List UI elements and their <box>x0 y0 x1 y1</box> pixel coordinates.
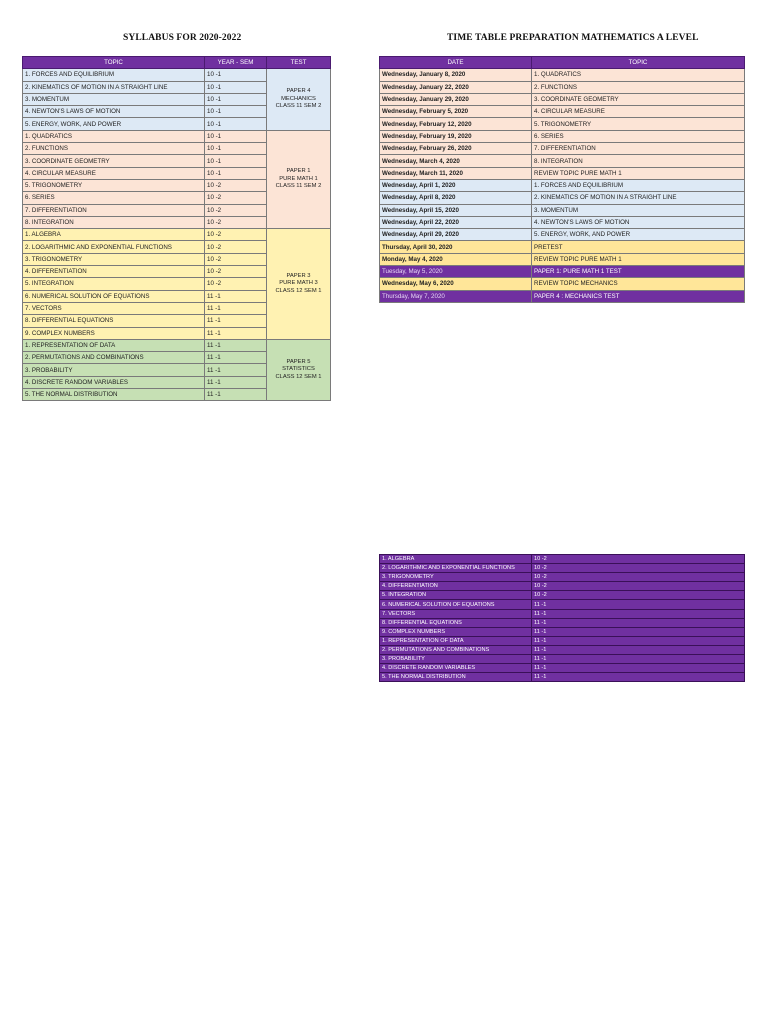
syllabus-test-cell <box>267 69 331 130</box>
topic-list-row <box>380 609 745 618</box>
syllabus-year-sem: 10 -1 <box>205 167 267 179</box>
syllabus-header-row <box>23 57 331 69</box>
topic-list-year-sem: 10 -2 <box>532 564 745 573</box>
topic-list-year-sem: 11 -1 <box>532 664 745 673</box>
timetable-date: Wednesday, April 29, 2020 <box>380 229 532 241</box>
syllabus-topic: 3. MOMENTUM <box>23 93 205 105</box>
timetable-row <box>380 143 745 155</box>
topic-list-topic: 3. TRIGONOMETRY <box>380 573 532 582</box>
test-label-line: PAPER 3 <box>286 272 311 279</box>
topic-list-year-sem: 10 -2 <box>532 591 745 600</box>
timetable-topic: 1. FORCES AND EQUILIBRIUM <box>532 179 745 191</box>
test-label-line: MECHANICS <box>281 95 316 102</box>
timetable-topic: 7. DIFFERENTIATION <box>532 143 745 155</box>
topic-list-row <box>380 600 745 609</box>
topic-list-row <box>380 591 745 600</box>
timetable-row <box>380 253 745 265</box>
timetable-topic: 3. MOMENTUM <box>532 204 745 216</box>
timetable-date: Wednesday, April 15, 2020 <box>380 204 532 216</box>
topic-list-topic: 5. THE NORMAL DISTRIBUTION <box>380 673 532 682</box>
topic-list-topic: 2. LOGARITHMIC AND EXPONENTIAL FUNCTIONS <box>380 564 532 573</box>
topic-list-row <box>380 618 745 627</box>
timetable-topic: PAPER 4 : MECHANICS TEST <box>532 290 745 302</box>
topic-list-topic: 2. PERMUTATIONS AND COMBINATIONS <box>380 645 532 654</box>
timetable-topic: 6. SERIES <box>532 130 745 142</box>
syllabus-year-sem: 10 -1 <box>205 130 267 142</box>
syllabus-topic: 8. DIFFERENTIAL EQUATIONS <box>23 315 205 327</box>
timetable-date: Monday, May 4, 2020 <box>380 253 532 265</box>
timetable-date: Thursday, April 30, 2020 <box>380 241 532 253</box>
timetable-row <box>380 167 745 179</box>
syllabus-topic: 7. DIFFERENTIATION <box>23 204 205 216</box>
timetable-date: Wednesday, April 22, 2020 <box>380 216 532 228</box>
syllabus-topic: 9. COMPLEX NUMBERS <box>23 327 205 339</box>
syllabus-year-sem: 10 -1 <box>205 69 267 81</box>
topic-list-year-sem: 10 -2 <box>532 555 745 564</box>
timetable-row <box>380 278 745 290</box>
topic-list-year-sem: 11 -1 <box>532 673 745 682</box>
syllabus-year-sem: 10 -2 <box>205 229 267 241</box>
syllabus-topic: 4. CIRCULAR MEASURE <box>23 167 205 179</box>
topic-list-year-sem: 11 -1 <box>532 618 745 627</box>
syllabus-year-sem: 10 -1 <box>205 143 267 155</box>
timetable-topic: 1. QUADRATICS <box>532 69 745 81</box>
timetable-row <box>380 192 745 204</box>
timetable-row <box>380 179 745 191</box>
topic-list-year-sem: 11 -1 <box>532 609 745 618</box>
timetable-row <box>380 229 745 241</box>
syllabus-topic: 6. NUMERICAL SOLUTION OF EQUATIONS <box>23 290 205 302</box>
syllabus-topic: 1. FORCES AND EQUILIBRIUM <box>23 69 205 81</box>
syllabus-topic: 1. REPRESENTATION OF DATA <box>23 339 205 351</box>
topic-list-year-sem: 10 -2 <box>532 582 745 591</box>
syllabus-test-cell <box>267 229 331 340</box>
syllabus-topic: 7. VECTORS <box>23 302 205 314</box>
timetable-topic: REVIEW TOPIC PURE MATH 1 <box>532 167 745 179</box>
test-label-line: CLASS 12 SEM 1 <box>275 373 322 380</box>
syllabus-topic: 3. COORDINATE GEOMETRY <box>23 155 205 167</box>
syllabus-topic: 2. PERMUTATIONS AND COMBINATIONS <box>23 352 205 364</box>
syllabus-topic: 5. ENERGY, WORK, AND POWER <box>23 118 205 130</box>
timetable-date: Wednesday, February 12, 2020 <box>380 118 532 130</box>
timetable-date: Wednesday, February 19, 2020 <box>380 130 532 142</box>
timetable-row <box>380 69 745 81</box>
topic-list-row <box>380 564 745 573</box>
syllabus-topic: 3. PROBABILITY <box>23 364 205 376</box>
timetable-row <box>380 204 745 216</box>
timetable-date: Wednesday, April 8, 2020 <box>380 192 532 204</box>
timetable-title: TIME TABLE PREPARATION MATHEMATICS A LEVEL <box>447 33 699 43</box>
timetable-topic: REVIEW TOPIC MECHANICS <box>532 278 745 290</box>
topic-list-row <box>380 673 745 682</box>
syllabus-year-sem: 10 -1 <box>205 93 267 105</box>
timetable-header-row <box>380 57 745 69</box>
syllabus-table <box>22 56 331 401</box>
test-label-line: CLASS 11 SEM 2 <box>275 103 322 110</box>
header-tt-topic: TOPIC <box>532 57 745 69</box>
topic-list-year-sem: 11 -1 <box>532 645 745 654</box>
timetable-topic: 4. NEWTON'S LAWS OF MOTION <box>532 216 745 228</box>
timetable-date: Wednesday, January 8, 2020 <box>380 69 532 81</box>
syllabus-year-sem: 11 -1 <box>205 352 267 364</box>
syllabus-year-sem: 10 -2 <box>205 192 267 204</box>
syllabus-year-sem: 11 -1 <box>205 364 267 376</box>
test-label-line: PAPER 1 <box>286 168 311 175</box>
header-date: DATE <box>380 57 532 69</box>
timetable-row <box>380 130 745 142</box>
topic-list-topic: 9. COMPLEX NUMBERS <box>380 627 532 636</box>
timetable-row <box>380 266 745 278</box>
syllabus-year-sem: 11 -1 <box>205 290 267 302</box>
test-label-line: CLASS 12 SEM 1 <box>275 287 322 294</box>
syllabus-topic: 8. INTEGRATION <box>23 216 205 228</box>
syllabus-year-sem: 11 -1 <box>205 302 267 314</box>
syllabus-test-cell <box>267 339 331 400</box>
syllabus-year-sem: 11 -1 <box>205 327 267 339</box>
syllabus-year-sem: 10 -1 <box>205 106 267 118</box>
syllabus-topic: 1. QUADRATICS <box>23 130 205 142</box>
syllabus-year-sem: 10 -2 <box>205 266 267 278</box>
topic-list-table <box>379 554 745 682</box>
syllabus-row <box>23 229 331 241</box>
syllabus-year-sem: 10 -2 <box>205 253 267 265</box>
topic-list-row <box>380 627 745 636</box>
topic-list-year-sem: 10 -2 <box>532 573 745 582</box>
syllabus-year-sem: 11 -1 <box>205 315 267 327</box>
timetable-date: Wednesday, February 5, 2020 <box>380 106 532 118</box>
topic-list-topic: 4. DISCRETE RANDOM VARIABLES <box>380 664 532 673</box>
test-label-line: PURE MATH 3 <box>279 280 318 287</box>
syllabus-year-sem: 10 -1 <box>205 81 267 93</box>
timetable-row <box>380 290 745 302</box>
topic-list-topic: 3. PROBABILITY <box>380 655 532 664</box>
topic-list-topic: 7. VECTORS <box>380 609 532 618</box>
syllabus-topic: 5. THE NORMAL DISTRIBUTION <box>23 389 205 401</box>
topic-list-row <box>380 636 745 645</box>
timetable-row <box>380 93 745 105</box>
timetable-date: Wednesday, January 29, 2020 <box>380 93 532 105</box>
topic-list-topic: 6. NUMERICAL SOLUTION OF EQUATIONS <box>380 600 532 609</box>
syllabus-topic: 3. TRIGONOMETRY <box>23 253 205 265</box>
syllabus-row <box>23 130 331 142</box>
timetable-date: Thursday, May 7, 2020 <box>380 290 532 302</box>
topic-list-year-sem: 11 -1 <box>532 636 745 645</box>
syllabus-year-sem: 11 -1 <box>205 339 267 351</box>
topic-list-year-sem: 11 -1 <box>532 655 745 664</box>
timetable-row <box>380 241 745 253</box>
syllabus-year-sem: 10 -1 <box>205 155 267 167</box>
test-label-line: CLASS 11 SEM 2 <box>275 183 322 190</box>
timetable-date: Wednesday, April 1, 2020 <box>380 179 532 191</box>
topic-list-body <box>380 555 745 682</box>
timetable-date: Wednesday, January 22, 2020 <box>380 81 532 93</box>
syllabus-year-sem: 10 -2 <box>205 241 267 253</box>
syllabus-year-sem: 10 -2 <box>205 204 267 216</box>
topic-list-row <box>380 573 745 582</box>
topic-list-year-sem: 11 -1 <box>532 627 745 636</box>
syllabus-row <box>23 339 331 351</box>
syllabus-year-sem: 10 -2 <box>205 278 267 290</box>
timetable-topic: 2. FUNCTIONS <box>532 81 745 93</box>
topic-list-row <box>380 555 745 564</box>
timetable-row <box>380 216 745 228</box>
topic-list-row <box>380 664 745 673</box>
topic-list-topic: 1. REPRESENTATION OF DATA <box>380 636 532 645</box>
syllabus-topic: 4. DISCRETE RANDOM VARIABLES <box>23 376 205 388</box>
syllabus-topic: 5. TRIGONOMETRY <box>23 179 205 191</box>
syllabus-topic: 4. NEWTON'S LAWS OF MOTION <box>23 106 205 118</box>
syllabus-topic: 2. FUNCTIONS <box>23 143 205 155</box>
syllabus-topic: 6. SERIES <box>23 192 205 204</box>
header-year-sem: YEAR - SEM <box>205 57 267 69</box>
timetable-topic: 4. CIRCULAR MEASURE <box>532 106 745 118</box>
topic-list-topic: 4. DIFFERENTIATION <box>380 582 532 591</box>
syllabus-year-sem: 11 -1 <box>205 389 267 401</box>
syllabus-year-sem: 11 -1 <box>205 376 267 388</box>
timetable-date: Wednesday, March 11, 2020 <box>380 167 532 179</box>
timetable-row <box>380 81 745 93</box>
timetable-date: Wednesday, February 26, 2020 <box>380 143 532 155</box>
timetable-date: Wednesday, May 6, 2020 <box>380 278 532 290</box>
timetable-topic: PRETEST <box>532 241 745 253</box>
topic-list-topic: 8. DIFFERENTIAL EQUATIONS <box>380 618 532 627</box>
test-label-line: PAPER 5 <box>286 358 311 365</box>
test-label-line: PAPER 4 <box>286 88 311 95</box>
header-test: TEST <box>267 57 331 69</box>
syllabus-topic: 1. ALGEBRA <box>23 229 205 241</box>
syllabus-year-sem: 10 -2 <box>205 179 267 191</box>
timetable-row <box>380 118 745 130</box>
timetable-row <box>380 106 745 118</box>
test-label-line: PURE MATH 1 <box>279 175 318 182</box>
timetable-row <box>380 155 745 167</box>
timetable-topic: 8. INTEGRATION <box>532 155 745 167</box>
timetable-date: Wednesday, March 4, 2020 <box>380 155 532 167</box>
timetable-topic: 3. COORDINATE GEOMETRY <box>532 93 745 105</box>
timetable-topic: 2. KINEMATICS OF MOTION IN A STRAIGHT LINE <box>532 192 745 204</box>
topic-list-topic: 5. INTEGRATION <box>380 591 532 600</box>
topic-list-year-sem: 11 -1 <box>532 600 745 609</box>
syllabus-year-sem: 10 -2 <box>205 216 267 228</box>
syllabus-test-cell <box>267 130 331 228</box>
timetable-body <box>380 69 745 303</box>
timetable-topic: PAPER 1: PURE MATH 1 TEST <box>532 266 745 278</box>
timetable-topic: 5. TRIGONOMETRY <box>532 118 745 130</box>
topic-list-row <box>380 645 745 654</box>
topic-list-topic: 1. ALGEBRA <box>380 555 532 564</box>
topic-list-row <box>380 582 745 591</box>
syllabus-year-sem: 10 -1 <box>205 118 267 130</box>
topic-list-row <box>380 655 745 664</box>
timetable-table <box>379 56 745 303</box>
timetable-date: Tuesday, May 5, 2020 <box>380 266 532 278</box>
syllabus-body <box>23 69 331 401</box>
syllabus-row <box>23 69 331 81</box>
syllabus-topic: 2. LOGARITHMIC AND EXPONENTIAL FUNCTIONS <box>23 241 205 253</box>
syllabus-topic: 2. KINEMATICS OF MOTION IN A STRAIGHT LINE <box>23 81 205 93</box>
syllabus-title: SYLLABUS FOR 2020-2022 <box>123 33 242 43</box>
syllabus-topic: 5. INTEGRATION <box>23 278 205 290</box>
test-label-line: STATISTICS <box>282 366 315 373</box>
timetable-topic: REVIEW TOPIC PURE MATH 1 <box>532 253 745 265</box>
timetable-topic: 5. ENERGY, WORK, AND POWER <box>532 229 745 241</box>
header-topic: TOPIC <box>23 57 205 69</box>
syllabus-topic: 4. DIFFERENTIATION <box>23 266 205 278</box>
